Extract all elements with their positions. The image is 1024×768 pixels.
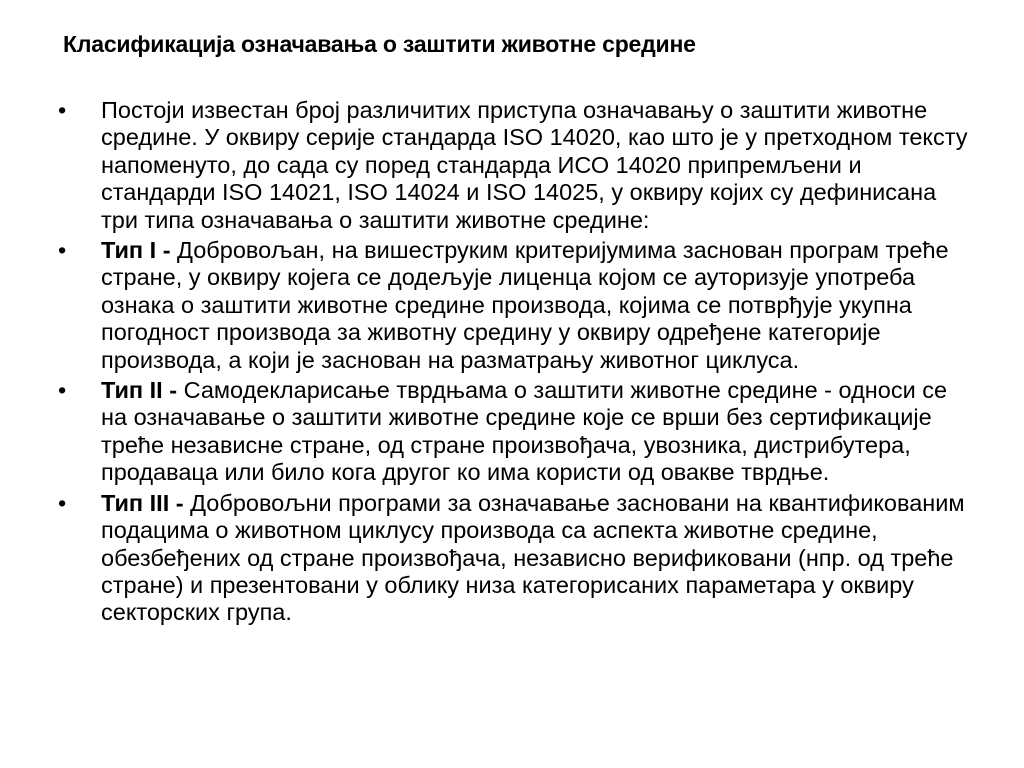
bullet-marker-icon: •: [58, 489, 67, 516]
bullet-term: Тип II -: [101, 377, 184, 404]
bullet-list: [58, 97, 978, 630]
bullet-text: Постоји известан број различитих приступа означавању о заштити животне средине. У оквиру серије стандарда ISO 14020, као што је у претходном тексту напоменуто, до сада су поред стандарда ИСО 14020 припремљени и стандарди ISO 14021, ISO 14024 и ISO 14025, у оквиру којих су дефинисана три типа означавања о заштити животне средине:: [101, 97, 968, 233]
bullet-item-type-2: [58, 377, 978, 487]
bullet-marker-icon: •: [58, 237, 67, 264]
slide-title: Класификација означавања о заштити животне средине: [63, 31, 696, 57]
bullet-text: Добровољни програми за означавање засновани на квантификованим подацима о животном циклусу производа са аспекта животне средине, обезбеђених од стране произвођача, независно верификовани (нпр. од треће стране) и презентовани у облику низа категорисаних параметара у оквиру секторских група.: [101, 489, 965, 626]
bullet-term: Тип I -: [101, 237, 178, 264]
bullet-text: Добровољан, на вишеструким критеријумима заснован програм треће стране, у оквиру којега се додељује лиценца којом се ауторизује употреба ознака о заштити животне средине производа, којима се потврђује укупна погодност производа за животну средину у оквиру одређене категорије производа, а који је заснован на разматрању животног циклуса.: [101, 237, 949, 373]
bullet-item-type-1: [58, 237, 978, 374]
bullet-text: Самодекларисање тврдњама о заштити животне средине - односи се на означавање о заштити животне средине које се врши без сертификације треће независне стране, од стране произвођача, увозника, дистрибутера, продаваца или било кога другог ко има користи од овакве тврдње.: [101, 377, 948, 486]
bullet-term: Тип III -: [101, 489, 191, 516]
bullet-item-type-3: [58, 490, 978, 627]
bullet-marker-icon: •: [58, 97, 67, 123]
bullet-item-intro: [58, 97, 978, 234]
bullet-marker-icon: •: [58, 377, 67, 404]
